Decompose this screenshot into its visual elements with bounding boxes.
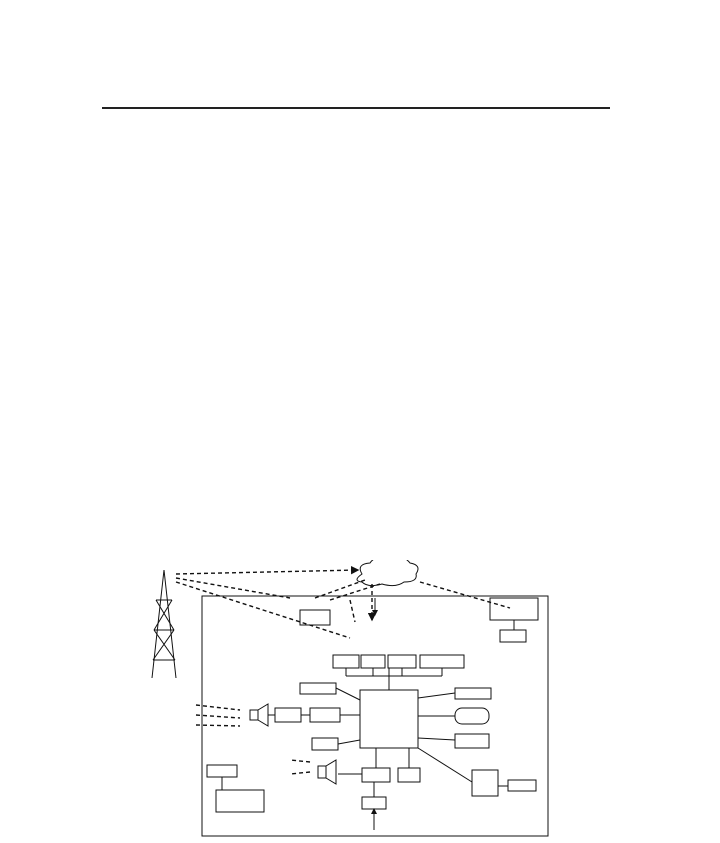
hdd-box: [455, 708, 489, 724]
da-box: [310, 708, 340, 722]
vehicle-nav-box: [490, 598, 538, 620]
amp-box: [275, 708, 301, 722]
reference-entry: [365, 263, 615, 274]
network-cloud-icon: [357, 560, 418, 586]
microphone-icon: [318, 760, 336, 784]
cpu-box: [360, 690, 418, 748]
references-column: [365, 120, 615, 550]
header-divider: [102, 107, 610, 109]
disp-box: [388, 655, 416, 668]
reference-entry: [365, 252, 615, 263]
input-sel-box: [420, 655, 464, 668]
barcode: [349, 6, 611, 28]
bibliographic-column: [100, 120, 350, 550]
btt-box: [361, 655, 385, 668]
cell-tower-icon: [152, 570, 176, 678]
vehicle-system-boundary: [202, 596, 548, 836]
usb-box-56: [207, 765, 237, 777]
usb-box-69: [508, 780, 536, 791]
bt-pair-box: [300, 683, 336, 694]
gps-box: [398, 768, 420, 782]
usb-box-23: [312, 738, 338, 750]
aux-dev-box: [472, 770, 498, 796]
personal-nav-box: [216, 790, 264, 812]
ad-box: [362, 768, 390, 782]
usb-box-62: [500, 630, 526, 642]
router-box: [455, 688, 491, 699]
speaker-icon: [250, 704, 268, 726]
ram-box: [455, 734, 489, 748]
patent-figure: [150, 560, 560, 843]
aux-box: [362, 797, 386, 809]
mdm-box: [333, 655, 359, 668]
